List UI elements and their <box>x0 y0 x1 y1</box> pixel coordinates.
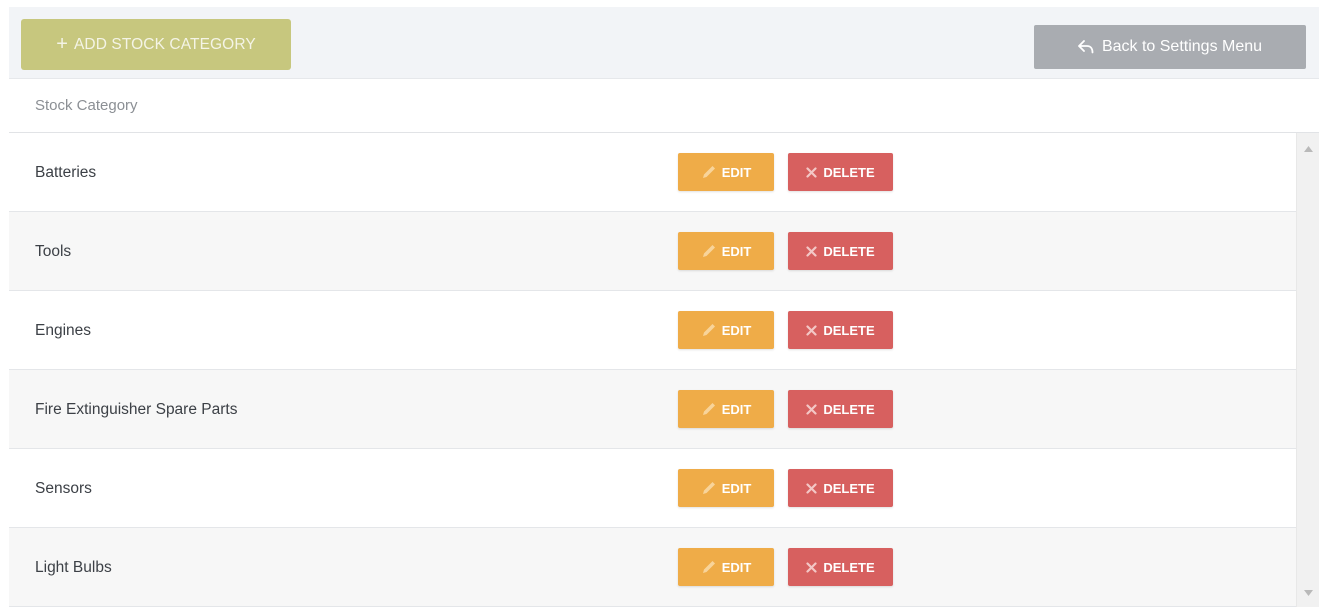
edit-label: EDIT <box>721 480 752 496</box>
category-name: Batteries <box>35 164 97 181</box>
plus-icon: + <box>56 32 68 55</box>
category-name: Tools <box>35 243 72 260</box>
stock-category-panel <box>9 7 1319 607</box>
x-icon <box>806 483 817 494</box>
category-name: Light Bulbs <box>35 559 112 576</box>
table-row <box>9 528 1296 607</box>
delete-button[interactable] <box>788 311 893 349</box>
delete-button[interactable] <box>788 469 893 507</box>
triangle-up-icon <box>1304 146 1313 152</box>
delete-button[interactable] <box>788 390 893 428</box>
pencil-icon <box>701 243 717 259</box>
pencil-icon <box>701 559 717 575</box>
back-to-settings-label: Back to Settings Menu <box>1101 38 1263 55</box>
category-name: Fire Extinguisher Spare Parts <box>35 401 238 418</box>
edit-button[interactable] <box>678 232 774 270</box>
edit-button[interactable] <box>678 548 774 586</box>
table-header <box>9 78 1319 133</box>
delete-label: DELETE <box>823 401 875 417</box>
x-icon <box>806 404 817 415</box>
vertical-scrollbar[interactable] <box>1296 133 1319 607</box>
edit-label: EDIT <box>721 559 752 575</box>
pencil-icon <box>701 401 717 417</box>
category-name: Engines <box>35 322 92 339</box>
edit-label: EDIT <box>721 243 752 259</box>
table-row <box>9 133 1296 212</box>
x-icon <box>806 167 817 178</box>
edit-label: EDIT <box>721 401 752 417</box>
pencil-icon <box>701 164 717 180</box>
edit-label: EDIT <box>721 164 752 180</box>
reply-arrow-icon <box>1078 40 1094 54</box>
delete-button[interactable] <box>788 153 893 191</box>
pencil-icon <box>701 480 717 496</box>
delete-label: DELETE <box>823 480 875 496</box>
category-name: Sensors <box>35 480 92 497</box>
table-row <box>9 449 1296 528</box>
edit-button[interactable] <box>678 311 774 349</box>
pencil-icon <box>701 322 717 338</box>
back-to-settings-button[interactable] <box>1034 25 1306 69</box>
add-stock-category-label: ADD STOCK CATEGORY <box>73 35 256 53</box>
delete-label: DELETE <box>823 243 875 259</box>
edit-button[interactable] <box>678 390 774 428</box>
scroll-up-button[interactable] <box>1302 143 1314 155</box>
edit-label: EDIT <box>721 322 752 338</box>
triangle-down-icon <box>1304 590 1313 596</box>
delete-label: DELETE <box>823 322 875 338</box>
toolbar <box>9 7 1319 78</box>
edit-button[interactable] <box>678 153 774 191</box>
table-row <box>9 291 1296 370</box>
table-row <box>9 370 1296 449</box>
column-header-stock-category: Stock Category <box>35 97 138 114</box>
x-icon <box>806 325 817 336</box>
add-stock-category-button[interactable] <box>21 19 291 70</box>
delete-button[interactable] <box>788 548 893 586</box>
x-icon <box>806 562 817 573</box>
x-icon <box>806 246 817 257</box>
scroll-down-button[interactable] <box>1302 587 1314 599</box>
delete-button[interactable] <box>788 232 893 270</box>
delete-label: DELETE <box>823 164 875 180</box>
table-row <box>9 212 1296 291</box>
table-body <box>9 133 1296 607</box>
edit-button[interactable] <box>678 469 774 507</box>
delete-label: DELETE <box>823 559 875 575</box>
